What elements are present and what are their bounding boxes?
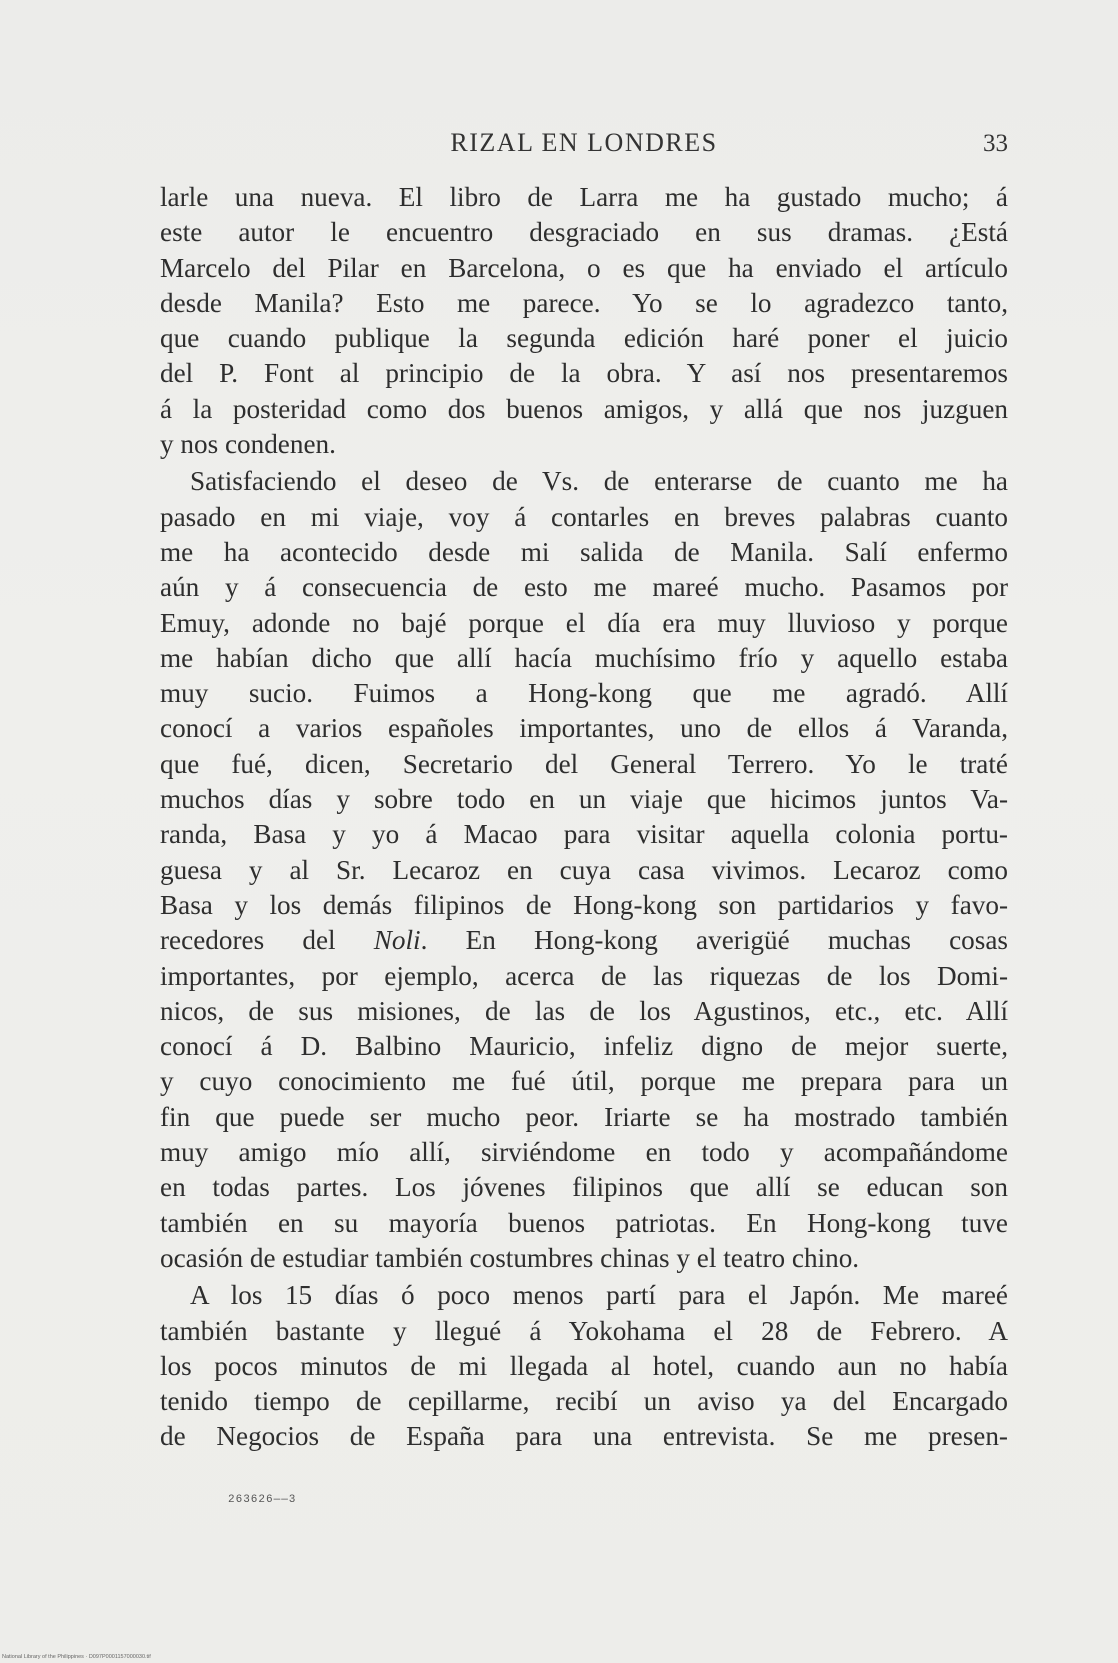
text-line: que cuando publique la segunda edición haré poner el juicio — [160, 323, 1008, 354]
text-line: conocí a varios españoles importantes, uno de ellos á Varanda, — [160, 713, 1008, 744]
text-line: me ha acontecido desde mi salida de Manila. Salí enfermo — [160, 536, 1008, 567]
page-number: 33 — [983, 130, 1008, 157]
printer-signature-mark: 263626——3 — [228, 1494, 297, 1506]
text-line: también en su mayoría buenos patriotas. En Hong-kong tuve — [160, 1207, 1008, 1238]
text-line: guesa y al Sr. Lecaroz en cuya casa vivimos. Lecaroz como — [160, 854, 1008, 885]
text-line: este autor le encuentro desgraciado en sus dramas. ¿Está — [160, 217, 1008, 248]
text-line: recedores del Noli. En Hong-kong averigüé muchas cosas — [160, 925, 1008, 956]
text-line: Satisfaciendo el deseo de Vs. de enterarse de cuanto me ha — [190, 466, 1008, 497]
text-line: importantes, por ejemplo, acerca de las riquezas de los Domi- — [160, 960, 1008, 991]
text-line: y nos condenen. — [160, 429, 336, 460]
text-line: los pocos minutos de mi llegada al hotel, cuando aun no había — [160, 1350, 1008, 1381]
text-line: desde Manila? Esto me parece. Yo se lo agradezco tanto, — [160, 287, 1008, 318]
text-line: también bastante y llegué á Yokohama el 28 de Febrero. A — [160, 1315, 1008, 1346]
text-line: Marcelo del Pilar en Barcelona, o es que ha enviado el artículo — [160, 252, 1008, 283]
scan-credit: National Library of the Philippines · D097P0001157000030.tif — [2, 1654, 151, 1660]
book-title-italic: Noli — [373, 925, 421, 956]
text-line: Basa y los demás filipinos de Hong-kong son partidarios y favo- — [160, 889, 1008, 920]
running-title: RIZAL EN LONDRES — [450, 128, 718, 157]
text-line: muy amigo mío allí, sirviéndome en todo y acompañándome — [160, 1137, 1008, 1168]
text-line: que fué, dicen, Secretario del General Terrero. Yo le traté — [160, 748, 1008, 779]
text-line: á la posteridad como dos buenos amigos, y allá que nos juzguen — [160, 393, 1008, 424]
text-line: pasado en mi viaje, voy á contarles en breves palabras cuanto — [160, 501, 1008, 532]
text-line: larle una nueva. El libro de Larra me ha gustado mucho; á — [160, 182, 1008, 212]
text-line: muchos días y sobre todo en un viaje que hicimos juntos Va- — [160, 784, 1008, 815]
text-line: y cuyo conocimiento me fué útil, porque me prepara para un — [160, 1066, 1008, 1097]
text-line: Emuy, adonde no bajé porque el día era muy lluvioso y porque — [160, 607, 1008, 638]
text-line: conocí á D. Balbino Mauricio, infeliz digno de mejor suerte, — [160, 1031, 1008, 1062]
text-line: fin que puede ser mucho peor. Iriarte se ha mostrado también — [160, 1101, 1008, 1132]
text-line: del P. Font al principio de la obra. Y así nos presentaremos — [160, 358, 1008, 389]
text-line: aún y á consecuencia de esto me mareé mucho. Pasamos por — [160, 572, 1008, 603]
text-line: tenido tiempo de cepillarme, recibí un aviso ya del Encargado — [160, 1386, 1008, 1417]
text-line: de Negocios de España para una entrevista. Se me presen- — [160, 1421, 1008, 1452]
text-line: ocasión de estudiar también costumbres chinas y el teatro chino. — [160, 1242, 860, 1273]
body-text — [160, 180, 1008, 1455]
text-line: randa, Basa y yo á Macao para visitar aquella colonia portu- — [160, 819, 1008, 850]
text-line: en todas partes. Los jóvenes filipinos que allí se educan son — [160, 1172, 1008, 1203]
running-header — [160, 128, 1008, 168]
text-line: muy sucio. Fuimos a Hong-kong que me agradó. Allí — [160, 678, 1008, 709]
text-line: nicos, de sus misiones, de las de los Agustinos, etc., etc. Allí — [160, 995, 1008, 1026]
text-line: me habían dicho que allí hacía muchísimo frío y aquello estaba — [160, 642, 1008, 673]
text-line: A los 15 días ó poco menos partí para el Japón. Me mareé — [190, 1280, 1008, 1311]
